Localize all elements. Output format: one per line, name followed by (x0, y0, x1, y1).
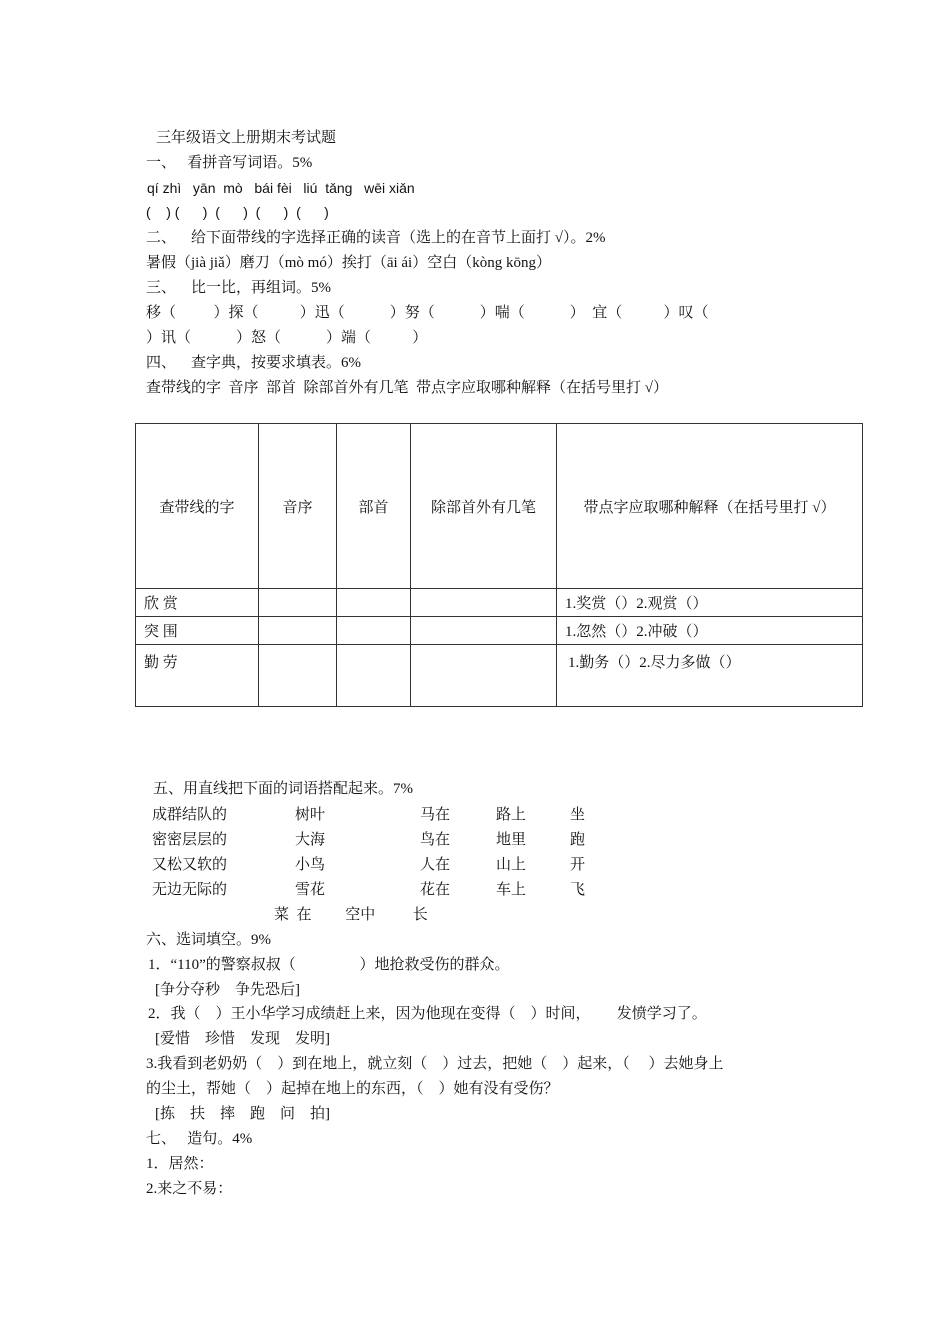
match-item: 雪花 (295, 882, 326, 898)
table-header-row (136, 424, 863, 589)
fill-question-1: 1．“110”的警察叔叔（ ）地抢救受伤的群众。 (148, 957, 510, 973)
table-header: 部首 (337, 424, 411, 589)
match-item: 坐 (570, 807, 586, 823)
match-item: 成群结队的 (152, 807, 228, 823)
table-header: 除部首外有几笔 (411, 424, 557, 589)
match-item: 山上 (496, 857, 527, 873)
match-item: 马在 (420, 807, 451, 823)
table-row (136, 589, 863, 617)
match-column-3 (420, 806, 450, 906)
match-column-5 (570, 806, 585, 906)
match-item: 无边无际的 (152, 882, 228, 898)
fill-choices-2: [爱惜 珍惜 发现 发明] (155, 1031, 330, 1047)
match-item: 跑 (570, 832, 586, 848)
section-4-heading: 四、 查字典，按要求填表。6% (146, 355, 361, 371)
table-header: 音序 (259, 424, 337, 589)
match-item: 飞 (570, 882, 586, 898)
match-item: 又松又软的 (152, 857, 228, 873)
match-item: 人在 (420, 857, 451, 873)
table-cell-blank (259, 617, 337, 645)
table-cell-explain: 1.奖赏（）2.观赏（） (557, 589, 863, 617)
fill-question-3-line-1: 3.我看到老奶奶（ ）到在地上，就立刻（ ）过去，把她（ ）起来，（ ）去她身上 (146, 1056, 724, 1072)
section-2-line: 暑假（jià jiǎ）磨刀（mò mó）挨打（āi ái）空白（kòng kōng） (146, 255, 551, 271)
table-cell-blank (337, 589, 411, 617)
table-cell-blank (411, 617, 557, 645)
table-row (136, 617, 863, 645)
section-3-heading: 三、 比一比，再组词。5% (146, 280, 331, 296)
match-last-line: 菜 在 空中 长 (274, 907, 428, 923)
page-title: 三年级语文上册期末考试题 (156, 130, 337, 146)
match-item: 开 (570, 857, 586, 873)
match-item: 地里 (496, 832, 527, 848)
match-item: 小鸟 (295, 857, 326, 873)
fill-choices-3: [拣 扶 摔 跑 问 拍] (155, 1106, 330, 1122)
match-item: 树叶 (295, 807, 326, 823)
section-2-heading: 二、 给下面带线的字选择正确的读音（选上的在音节上面打 √）。2% (146, 230, 606, 246)
table-cell-blank (411, 589, 557, 617)
table-cell-blank (259, 589, 337, 617)
dictionary-table (135, 423, 863, 707)
fill-choices-1: [争分夺秒 争先恐后] (155, 982, 300, 998)
sentence-question-1: 1．居然： (146, 1156, 214, 1172)
match-item: 花在 (420, 882, 451, 898)
sentence-question-2: 2.来之不易： (146, 1181, 233, 1197)
table-cell-blank (411, 645, 557, 707)
table-cell-word: 欣 赏 (136, 589, 259, 617)
table-cell-blank (259, 645, 337, 707)
match-column-2 (295, 806, 325, 906)
section-1-heading: 一、 看拼音写词语。5% (146, 155, 313, 171)
table-cell-blank (337, 617, 411, 645)
fill-question-2: 2．我（ ）王小华学习成绩赶上来，因为他现在变得（ ）时间， 发愤学习了。 (148, 1006, 707, 1022)
match-item: 路上 (496, 807, 527, 823)
match-column-1 (152, 806, 227, 906)
match-item: 车上 (496, 882, 527, 898)
fill-question-3-line-2: 的尘土，帮她（ ）起掉在地上的东西，（ ）她有没有受伤？ (146, 1081, 559, 1097)
section-5-heading: 五、用直线把下面的词语搭配起来。7% (153, 781, 413, 797)
table-cell-blank (337, 645, 411, 707)
table-cell-word: 突 围 (136, 617, 259, 645)
match-item: 鸟在 (420, 832, 451, 848)
match-column-4 (496, 806, 526, 906)
table-cell-explain: 1.忽然（）2.冲破（） (557, 617, 863, 645)
section-7-heading: 七、 造句。4% (146, 1131, 253, 1147)
match-item: 大海 (295, 832, 326, 848)
pinyin-line: qí zhì yān mò bái fèi liú tǎng wēi xiǎn (147, 180, 415, 196)
answer-brackets: ( ) ( ) ( ) ( ) ( ) (146, 204, 329, 220)
table-cell-explain: 1.勤务（）2.尽力多做（） (557, 645, 863, 707)
table-cell-word: 勤 劳 (136, 645, 259, 707)
table-row (136, 645, 863, 707)
table-header: 查带线的字 (136, 424, 259, 589)
section-4-desc: 查带线的字 音序 部首 除部首外有几笔 带点字应取哪种解释（在括号里打 √） (146, 380, 668, 396)
section-3-line-2: ）讯（ ）怒（ ）端（ ） (146, 330, 428, 346)
match-item: 密密层层的 (152, 832, 228, 848)
section-6-heading: 六、选词填空。9% (146, 932, 271, 948)
section-3-line-1: 移（ ）探（ ）迅（ ）努（ ）喘（ ） 宜（ ）叹（ (146, 305, 709, 321)
table-header: 带点字应取哪种解释（在括号里打 √） (557, 424, 863, 589)
